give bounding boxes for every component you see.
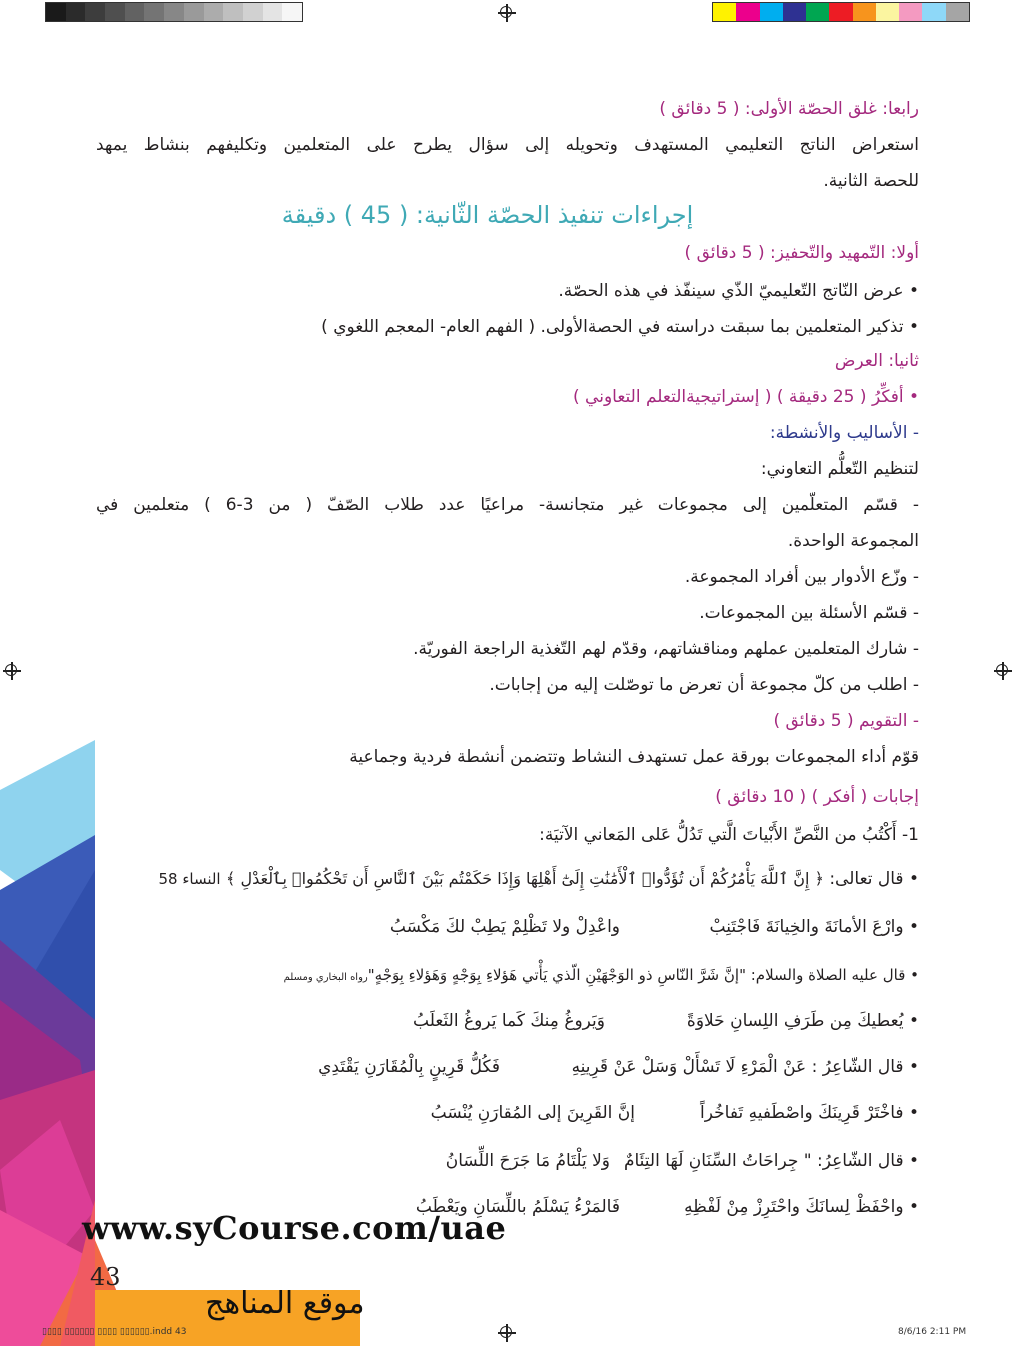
color-swatch-2 xyxy=(736,3,759,21)
verse-5-second-hemistich: وَلا يَلْتَامُ مَا جَرَحَ اللِّسَانُ xyxy=(445,1151,610,1171)
color-swatch-8 xyxy=(876,3,899,21)
verse-2-second-hemistich: وَيَروغُ مِنكَ كَما يَروغُ الثَعلَبُ xyxy=(413,1011,605,1031)
page-number: 43 xyxy=(90,1263,121,1291)
color-swatch-5 xyxy=(806,3,829,21)
verse-5-first-hemistich: • قال الشّاعِرُ: " جِراحَاتُ السِّنَانِ لَهَا التِئَامٌ xyxy=(623,1151,919,1171)
color-calibration-bar xyxy=(712,2,970,22)
quran-reference: النساء 58 xyxy=(158,870,221,888)
verse-4-first-hemistich: • فاخْتَرْ قَرِينَكَ واصْطَفيهِ تَفاخُراً xyxy=(700,1103,919,1123)
first-bullet-1: • عرض النّاتج التّعليميّ الذّي سينفّذ في هذه الحصّة. xyxy=(558,281,919,301)
color-swatch-3 xyxy=(760,3,783,21)
registration-mark-right xyxy=(994,662,1012,680)
step-3: - قسّم الأسئلة بين المجموعات. xyxy=(699,603,919,623)
registration-mark-left xyxy=(3,662,21,680)
gray-swatch-9 xyxy=(204,3,224,21)
color-swatch-4 xyxy=(783,3,806,21)
verse-3-first-hemistich: • قال الشّاعِرُ : عَنْ الْمَرْءِ لَا تَسْأَلْ وَسَلْ عَنْ قَرِينِهِ xyxy=(571,1057,919,1077)
color-swatch-9 xyxy=(899,3,922,21)
section4-heading: رابعا: غلق الحصّة الأولى: ( 5 دقائق ) xyxy=(659,99,919,119)
gray-swatch-1 xyxy=(46,3,66,21)
answers-heading: إجابات ( أفكر ) ( 10 دقائق ) xyxy=(715,787,919,807)
verse-4-second-hemistich: إنَّ القَرِينَ إلى المُقارَنِ يُنْسَبُ xyxy=(430,1103,635,1123)
gray-swatch-13 xyxy=(282,3,302,21)
think-activity: • أفكِّرُ ( 25 دقيقة ) ( إستراتيجيةالتعلم التعاوني ) xyxy=(573,387,919,407)
footer-date: 8/6/16 2:11 PM xyxy=(898,1327,967,1337)
color-swatch-6 xyxy=(829,3,852,21)
hadith-reference: رواه البخاري ومسلم xyxy=(283,972,368,983)
gray-swatch-4 xyxy=(105,3,125,21)
gray-swatch-3 xyxy=(85,3,105,21)
main-title: إجراءات تنفيذ الحصّة الثّانية: ( 45 ) دقيقة xyxy=(281,201,694,229)
grayscale-calibration-bar xyxy=(45,2,303,22)
section4-paragraph-line2: للحصة الثانية. xyxy=(823,171,919,191)
verse-6-first-hemistich: • واحْفَظْ لِسانَكَ واحْتَرِزْ مِنْ لَفْظِهِ xyxy=(684,1197,919,1217)
gray-swatch-8 xyxy=(184,3,204,21)
hadith-text: • قال عليه الصلاة والسلام: "إنَّ شَرَّ النّاسِ ذو الوَجْهَيْنِ الّذي يَأْتي هَؤلاءِ بِوَجْهٍ وَهَؤلاءِ بِوَجْهٍ" xyxy=(367,966,919,984)
step-1-line2: المجموعة الواحدة. xyxy=(787,531,919,551)
color-swatch-7 xyxy=(853,3,876,21)
watermark-site-name: موقع المناهج xyxy=(205,1286,365,1321)
organize-heading: لتنظيم التّعلُّم التعاوني: xyxy=(760,459,919,479)
watermark-url: www.syCourse.com/uae xyxy=(82,1209,507,1247)
first-bullet-2: • تذكير المتعلمين بما سبقت دراسته في الحصةالأولى. ( الفهم العام- المعجم اللغوي ) xyxy=(321,317,919,337)
section4-paragraph-line1: استعراض الناتج التعليمي المستهدف وتحويله إلى سؤال يطرح على المتعلمين وتكليفهم بنشاط يمهد xyxy=(96,135,919,155)
registration-mark-bottom xyxy=(498,1324,516,1342)
step-1-line1: - قسّم المتعلّمين إلى مجموعات غير متجانسة- مراعيًا عدد طلاب الصّفّ ( من 3-6 ) متعلمين في xyxy=(96,495,919,515)
footer-file-name: ▯▯▯▯ ▯▯▯▯▯▯ ▯▯▯▯ ▯▯▯▯▯▯.indd 43 xyxy=(42,1327,187,1337)
step-2: - وزّع الأدوار بين أفراد المجموعة. xyxy=(684,567,919,587)
step-4: - شارك المتعلمين عملهم ومناقشاتهم، وقدّم لهم التّغذية الراجعة الفوريّة. xyxy=(413,639,919,659)
registration-mark-top xyxy=(498,4,516,22)
gray-swatch-10 xyxy=(223,3,243,21)
verse-1-first-hemistich: • وارْعَ الأمانَةَ والخِيانَةَ فَاجْتَنِبْ xyxy=(709,917,919,937)
assessment-text: قوّم أداء المجموعات بورقة عمل تستهدف النشاط وتتضمن أنشطة فردية وجماعية xyxy=(349,747,919,767)
quran-intro: • قال تعالى: xyxy=(829,869,919,889)
step-5: - اطلب من كلّ مجموعة أن تعرض ما توصّلت إليه من إجابات. xyxy=(489,675,919,695)
gray-swatch-2 xyxy=(66,3,86,21)
quran-text: ﴿ إِنَّ ٱللَّهَ يَأْمُرُكُمْ أَن تُؤَدُّوا۟ ٱلْأَمَٰنَٰتِ إِلَىٰٓ أَهْلِهَا وَإِذَا حَكَمْتُم بَيْنَ ٱلنَّاسِ أَن تَحْكُمُوا۟ بِٱلْعَدْلِ ﴾ xyxy=(226,869,824,888)
gray-swatch-11 xyxy=(243,3,263,21)
gray-swatch-12 xyxy=(263,3,283,21)
verse-3-second-hemistich: فَكُلُّ قَرِينٍ بِالْمُقَارَنِ يَقْتَدِي xyxy=(318,1057,500,1077)
verse-6-second-hemistich: فَالمَرْءُ يَسْلَمُ باللِّسَانِ ويَعْطَبُ xyxy=(415,1197,620,1217)
color-swatch-11 xyxy=(946,3,969,21)
hadith-line xyxy=(150,962,919,991)
question-1: 1- أَكْتُبُ من النَّصِّ الأَبْياتَ الَّتي تَدُلُّ عَلى المَعاني الآتيَة: xyxy=(539,825,919,845)
first-heading: أولا: التّمهيد والتّحفيز: ( 5 دقائق ) xyxy=(684,243,919,263)
assessment-heading: - التقويم ( 5 دقائق ) xyxy=(773,711,919,731)
gray-swatch-6 xyxy=(144,3,164,21)
quran-line xyxy=(100,866,919,892)
color-swatch-1 xyxy=(713,3,736,21)
methods-heading: - الأساليب والأنشطة: xyxy=(769,423,919,443)
verse-1-second-hemistich: واعْدِلْ ولا تَظْلِمْ يَطِبْ لكَ مَكْسَبُ xyxy=(389,917,620,937)
gray-swatch-5 xyxy=(125,3,145,21)
gray-swatch-7 xyxy=(164,3,184,21)
verse-2-first-hemistich: • يُعطيكَ مِن طَرَفِ اللِسانِ حَلاوَةً xyxy=(686,1011,919,1031)
color-swatch-10 xyxy=(922,3,945,21)
second-heading: ثانيا: العرض xyxy=(834,351,919,371)
